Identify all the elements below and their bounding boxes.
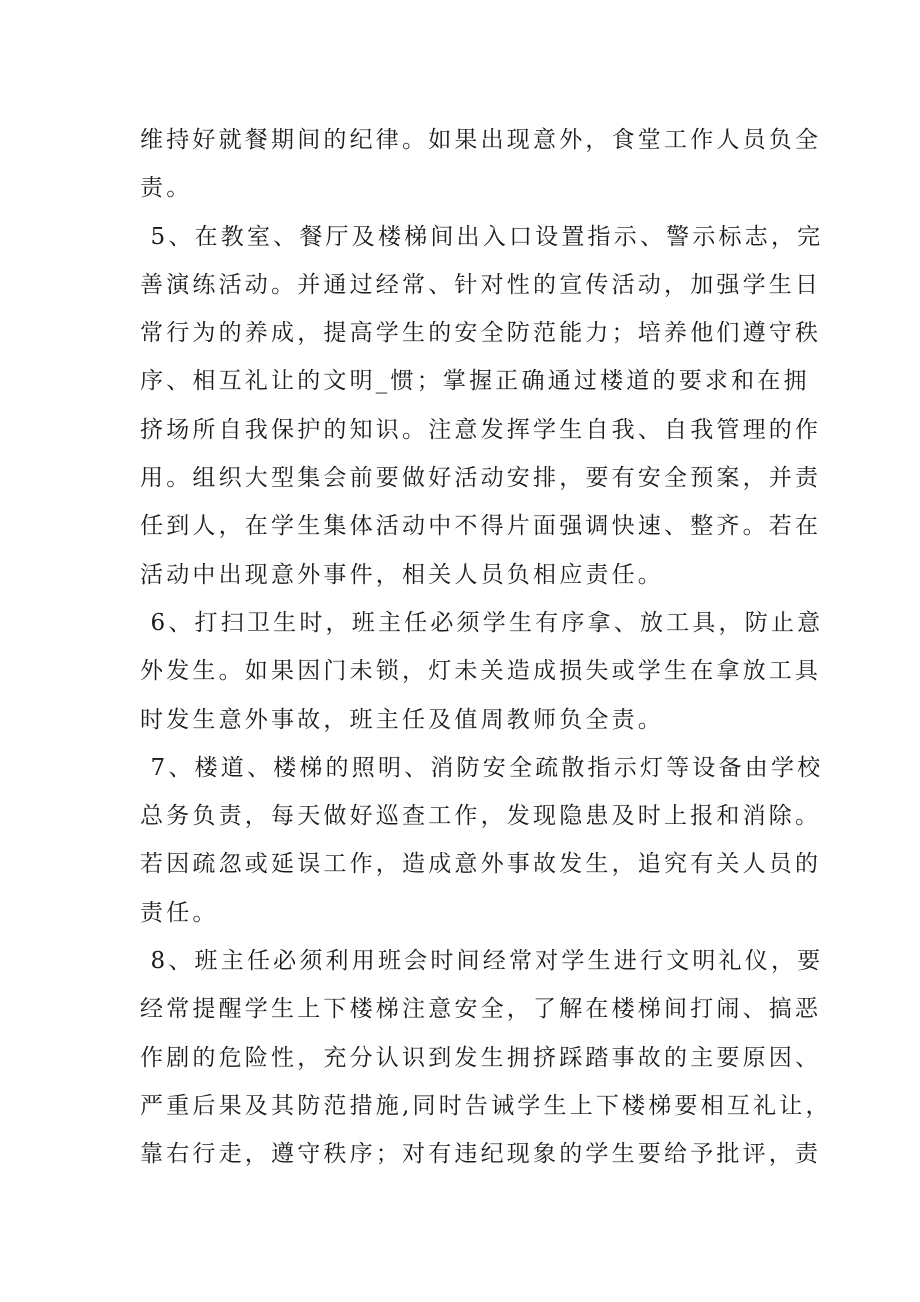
text-line: 任到人，在学生集体活动中不得片面强调快速、整齐。若在 (140, 513, 822, 540)
text-line: 7、楼道、楼梯的照明、消防安全疏散指示灯等设备由学校 (140, 754, 824, 781)
text-line: 用。组织大型集会前要做好活动安排，要有安全预案，并责 (140, 465, 822, 492)
text-line: 8、班主任必须利用班会时间经常对学生进行文明礼仪，要 (140, 948, 824, 975)
body-text (140, 116, 832, 1179)
text-line: 经常提醒学生上下楼梯注意安全，了解在楼梯间打闹、搞恶 (140, 996, 822, 1023)
text-line: 若因疏忽或延误工作，造成意外事故发生，追究有关人员的 (140, 851, 822, 878)
text-line: 5、在教室、餐厅及楼梯间出入口设置指示、警示标志，完 (140, 223, 824, 250)
text-line: 外发生。如果因门未锁，灯未关造成损失或学生在拿放工具 (140, 658, 822, 685)
text-line: 作剧的危险性，充分认识到发生拥挤踩踏事故的主要原因、 (140, 1044, 822, 1071)
text-line: 维持好就餐期间的纪律。如果出现意外，食堂工作人员负全 (140, 127, 822, 153)
text-line: 善演练活动。并通过经常、针对性的宣传活动，加强学生日 (140, 271, 822, 298)
text-line: 活动中出现意外事件，相关人员负相应责任。 (140, 561, 664, 588)
text-line: 靠右行走，遵守秩序；对有违纪现象的学生要给予批评，责 (140, 1141, 822, 1168)
text-line: 挤场所自我保护的知识。注意发挥学生自我、自我管理的作 (140, 416, 822, 443)
text-line: 时发生意外事故，班主任及值周教师负全责。 (140, 706, 664, 733)
text-line: 严重后果及其防范措施,同时告诫学生上下楼梯要相互礼让， (140, 1092, 832, 1119)
text-line: 责任。 (140, 899, 219, 926)
text-line: 6、打扫卫生时，班主任必须学生有序拿、放工具，防止意 (140, 609, 824, 636)
text-line: 责。 (140, 175, 193, 202)
text-line: 总务负责，每天做好巡查工作，发现隐患及时上报和消除。 (140, 803, 822, 830)
text-line: 常行为的养成，提高学生的安全防范能力；培养他们遵守秩 (140, 320, 822, 347)
text-line: 序、相互礼让的文明_惯；掌握正确通过楼道的要求和在拥 (140, 368, 810, 395)
